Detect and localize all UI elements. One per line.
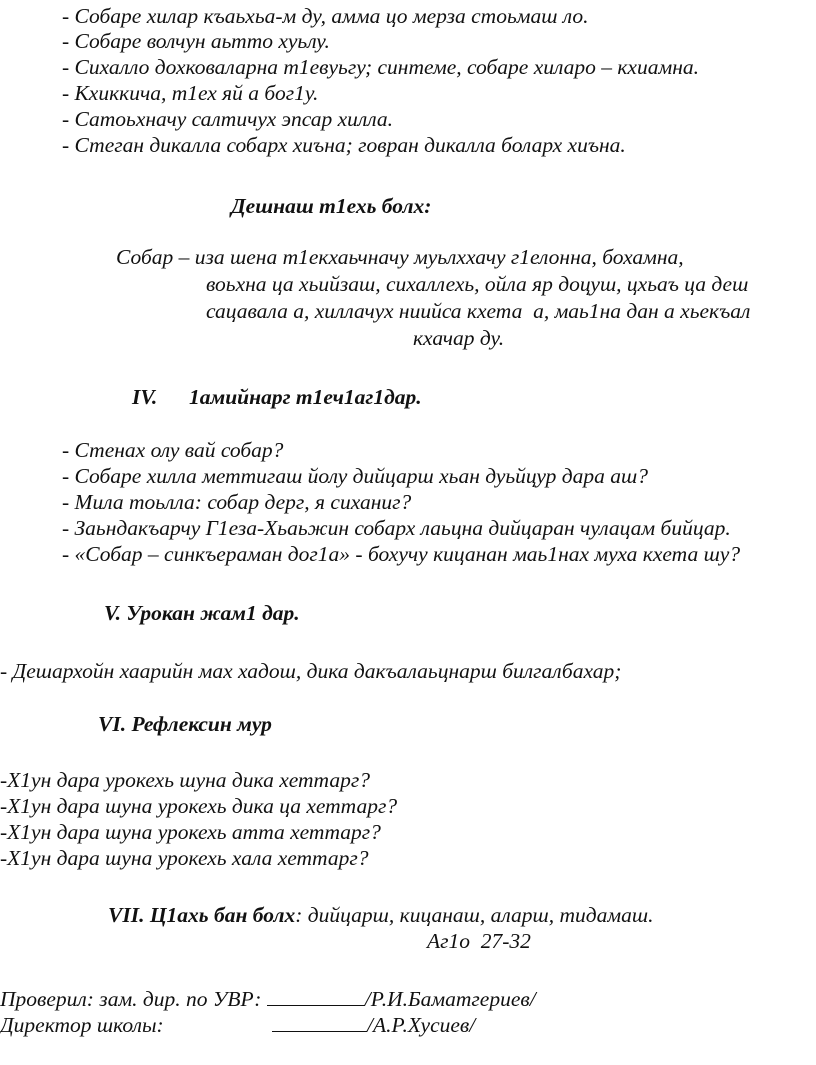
list-item: - Стеган дикалла собарх хиъна; говран дикалла боларх хиъна. [62,133,626,157]
list-item: - Собаре хилар къаьхьа-м ду, амма цо мерза стоьмаш ло. [62,4,589,28]
question-item: - «Собар – синкъераман дог1а» - бохучу кицанан маь1нах муха кхета шу? [62,542,741,566]
definition-line: воьхна ца хьийзаш, сихаллехь, ойла яр доцуш, цхьаъ ца деш [206,272,749,296]
section-number: IV. [132,385,158,409]
signature-name: /Р.И.Баматгериев/ [364,987,536,1011]
list-item: - Кхиккича, т1ех яй а бог1у. [62,81,319,105]
reflection-question: -Х1ун дара урокехь шуна дика хеттарг? [0,768,370,792]
question-item: - Мила тоьлла: собар дерг, я сиханиг? [62,490,412,514]
signature-label: Проверил: зам. дир. по УВР: [0,987,267,1011]
reflection-question: -Х1ун дара шуна урокехь хала хеттарг? [0,846,369,870]
signature-label: Директор школы: [0,1013,164,1037]
definition-line: сацавала а, хиллачух ниийса кхета а, маь1на дан а хьекъал [206,299,751,323]
section-title: V. Урокан жам1 дар. [104,601,300,625]
signature-row-right [272,1013,475,1038]
section-title: VII. Ц1ахь бан болх [108,903,296,927]
question-item: - Заьндакъарчу Г1еза-Хьаьжин собарх лаьцна дийцаран чулацам бийцар. [62,516,731,540]
signature-name: /А.Р.Хусиев/ [367,1013,476,1037]
signature-row [0,987,536,1012]
list-item: - Сатоьхначу салтичух эпсар хилла. [62,107,394,131]
signature-row [0,1013,164,1038]
section-title: 1амийнарг т1еч1аг1дар. [189,385,422,409]
homework-pages: Аг1о 27-32 [427,929,531,953]
section-title: VI. Рефлексин мур [98,712,272,736]
signature-blank [272,1013,367,1032]
definition-heading: Дешнаш т1ехь болх: [231,194,432,218]
homework-line [108,903,653,928]
question-item: - Собаре хилла меттигаш йолу дийцарш хьан дуьйцур дара аш? [62,464,649,488]
definition-line: Собар – иза шена т1екхаьчначу муьлххачу г1елонна, бохамна, [116,245,684,269]
reflection-question: -Х1ун дара шуна урокехь дика ца хеттарг? [0,794,398,818]
reflection-question: -Х1ун дара шуна урокехь атта хеттарг? [0,820,381,844]
signature-blank [267,987,365,1006]
section-text: - Дешархойн хаарийн мах хадош, дика дакъалаьцнарш билгалбахар; [0,659,622,683]
list-item: - Сихалло дохковаларна т1евуьгу; синтеме, собаре хиларо – кхиамна. [62,55,699,79]
question-item: - Стенах олу вай собар? [62,438,284,462]
definition-line: кхачар ду. [413,326,505,350]
homework-text: : дийцарш, кицанаш, аларш, тидамаш. [295,903,654,927]
list-item: - Собаре волчун аьтто хуьлу. [62,29,330,53]
